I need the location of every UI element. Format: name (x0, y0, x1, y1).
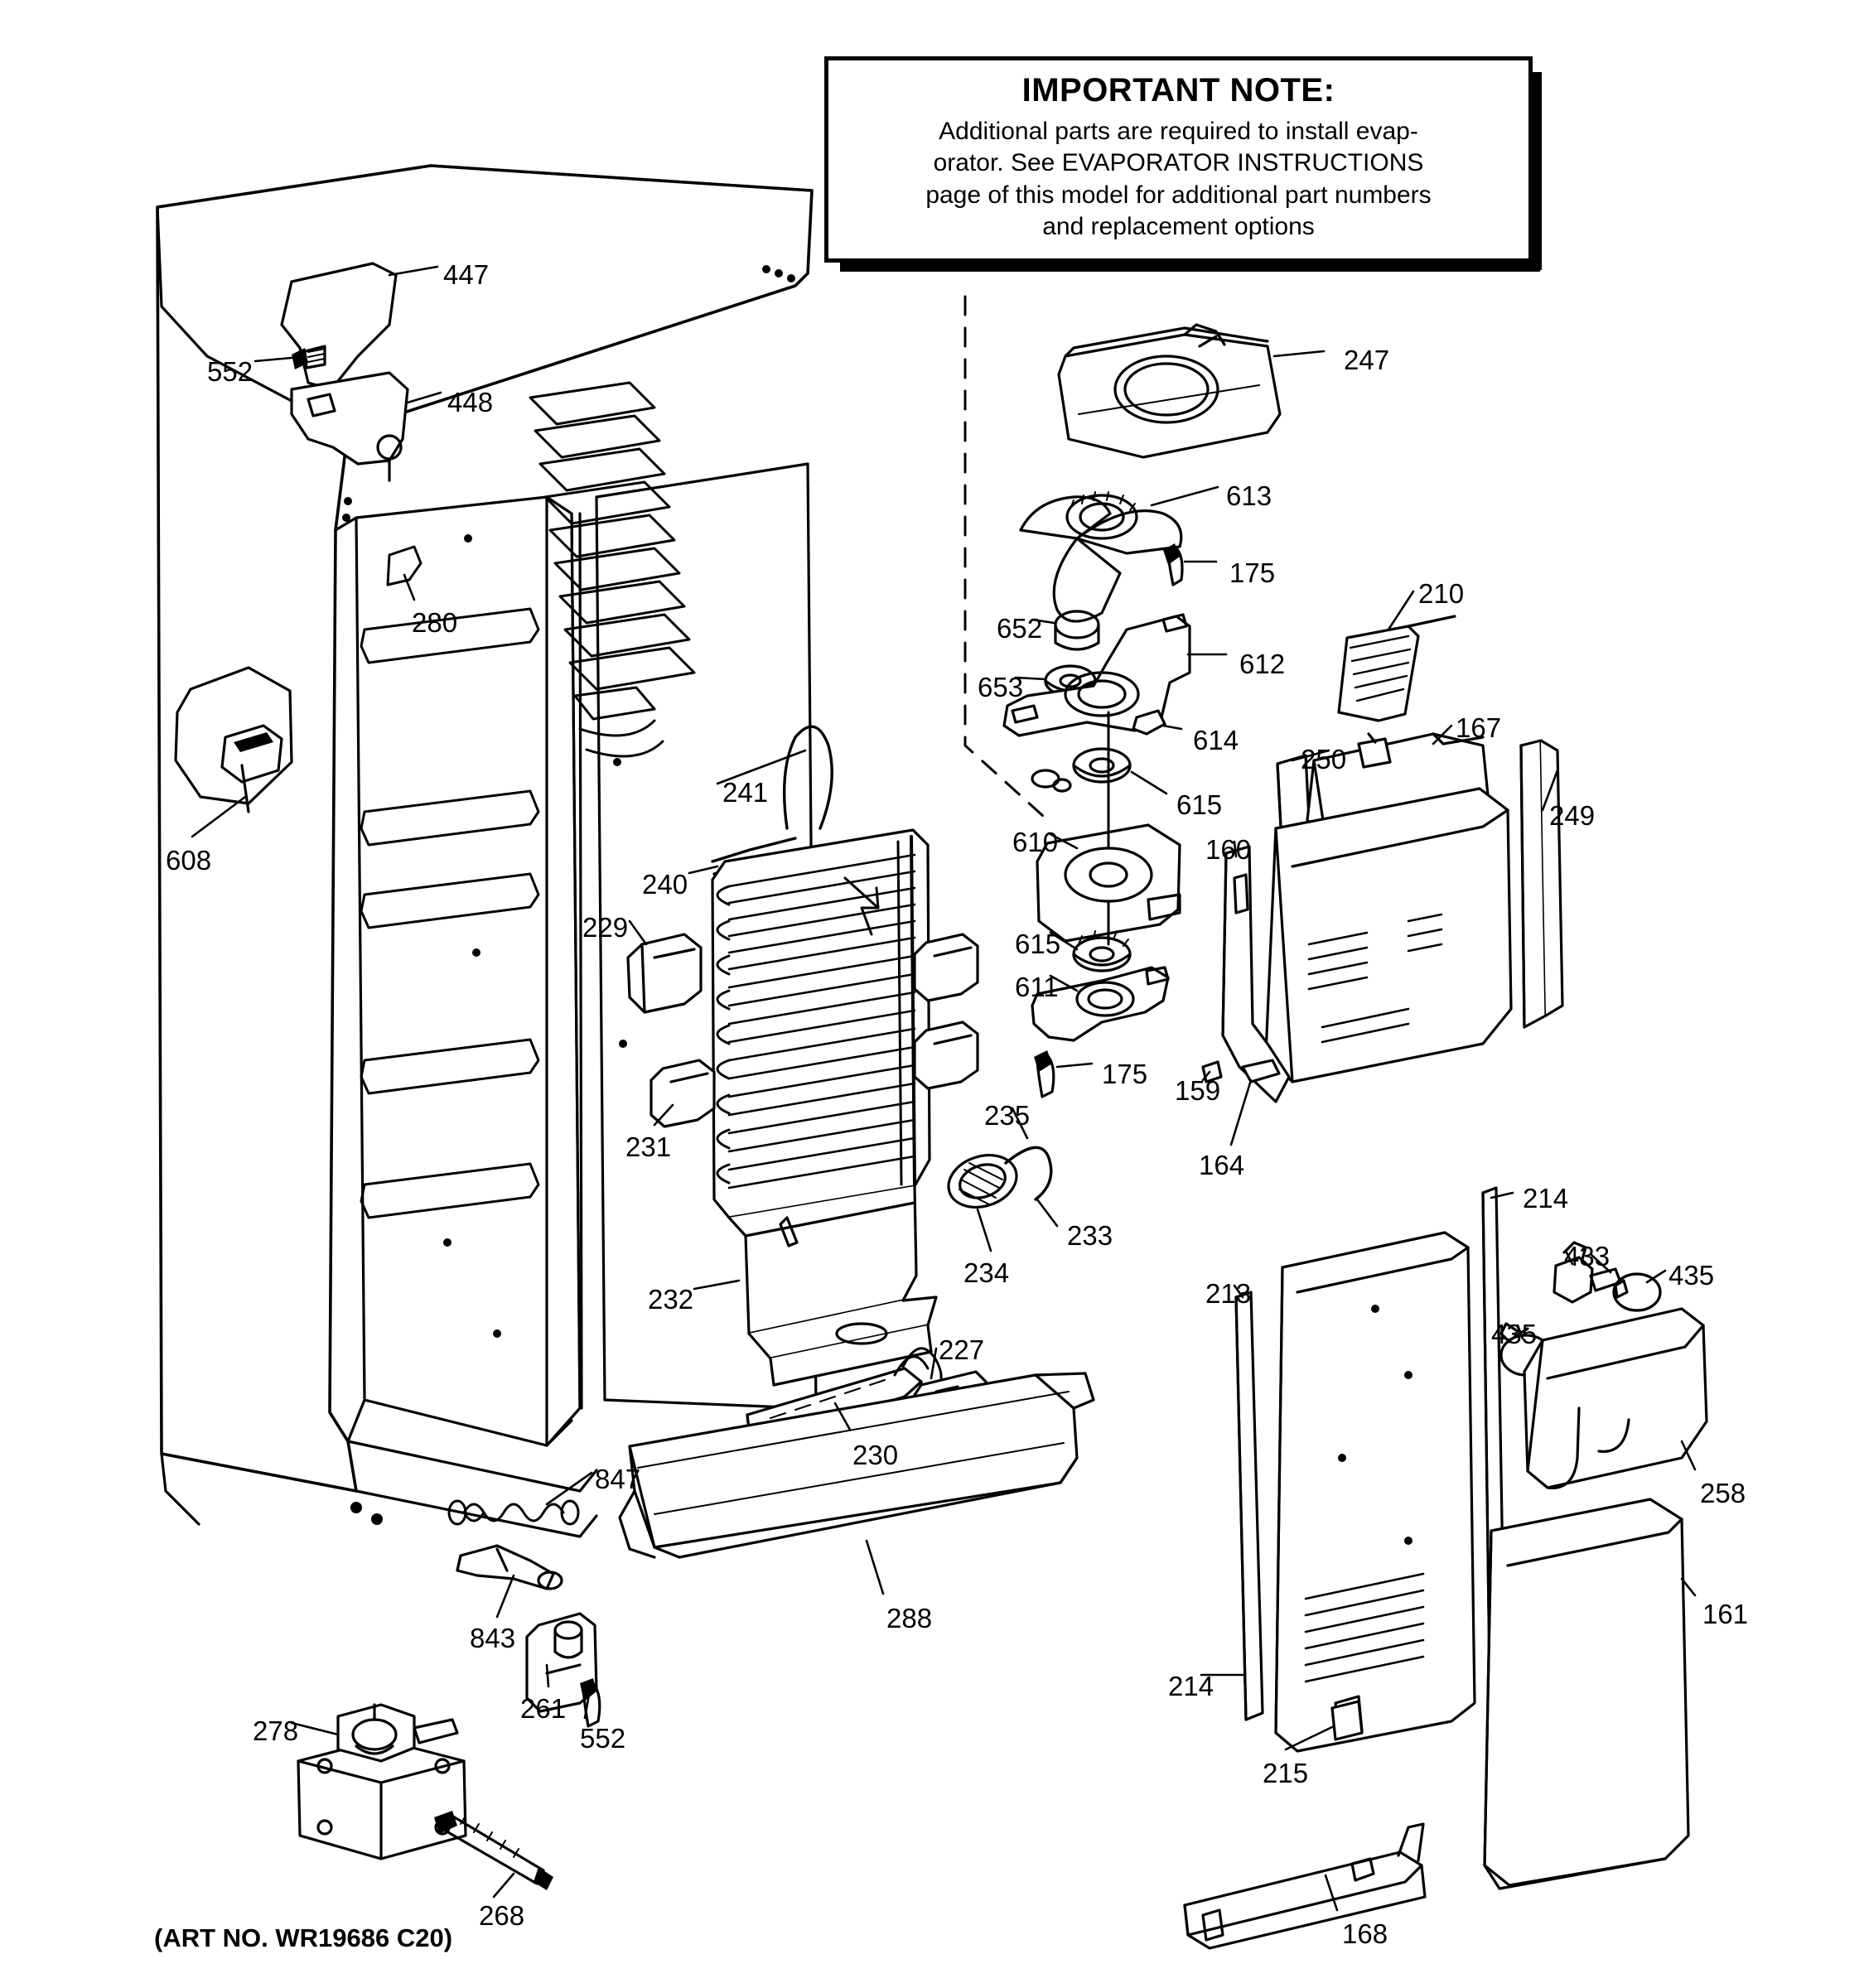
callout-label-167: 167 (1456, 712, 1502, 743)
callout-label-233: 233 (1067, 1220, 1113, 1251)
callout-label-214: 214 (1523, 1183, 1569, 1214)
callout-label-213: 213 (1205, 1278, 1252, 1309)
callout-label-280: 280 (412, 607, 458, 638)
callout-label-258: 258 (1700, 1478, 1746, 1508)
callout-label-552: 552 (207, 356, 254, 387)
callout-label-175: 175 (1229, 557, 1276, 588)
callout-label-227: 227 (939, 1334, 985, 1365)
callout-label-241: 241 (722, 777, 769, 808)
callout-label-843: 843 (470, 1623, 516, 1653)
callout-label-552: 552 (580, 1723, 626, 1754)
callout-label-160: 160 (1205, 834, 1252, 865)
important-note-line-4: and replacement options (1042, 213, 1315, 241)
callout-label-229: 229 (582, 912, 629, 943)
callout-label-247: 247 (1344, 345, 1390, 375)
callout-label-615: 615 (1176, 789, 1223, 820)
callout-label-175: 175 (1102, 1059, 1148, 1089)
callout-label-288: 288 (886, 1603, 933, 1633)
callout-label-240: 240 (642, 869, 688, 900)
callout-label-614: 614 (1193, 725, 1239, 755)
important-note-line-3: page of this model for additional part numbers (925, 181, 1432, 209)
callout-label-232: 232 (648, 1284, 694, 1315)
callout-label-250: 250 (1301, 744, 1347, 774)
callout-label-278: 278 (253, 1715, 299, 1746)
callout-label-161: 161 (1702, 1599, 1749, 1629)
callout-label-210: 210 (1418, 578, 1465, 609)
callout-label-164: 164 (1199, 1150, 1245, 1180)
callout-label-435: 435 (1668, 1260, 1715, 1291)
callout-label-214: 214 (1168, 1671, 1214, 1701)
callout-label-610: 610 (1012, 827, 1059, 857)
art-number: (ART NO. WR19686 C20) (154, 1923, 453, 1952)
callout-label-448: 448 (447, 387, 494, 417)
important-note-line-2: orator. See EVAPORATOR INSTRUCTIONS (933, 149, 1424, 177)
callout-label-611: 611 (1015, 972, 1059, 1002)
callout-label-615: 615 (1015, 929, 1061, 959)
callout-label-608: 608 (166, 845, 212, 876)
callout-label-653: 653 (978, 672, 1024, 702)
callout-label-231: 231 (625, 1132, 672, 1162)
callout-label-261: 261 (520, 1693, 567, 1724)
callout-label-268: 268 (479, 1900, 525, 1931)
callout-label-168: 168 (1342, 1918, 1388, 1949)
callout-label-447: 447 (443, 259, 490, 290)
callout-label-159: 159 (1175, 1075, 1221, 1106)
callout-label-249: 249 (1549, 800, 1596, 831)
callout-label-613: 613 (1226, 480, 1272, 511)
callout-label-234: 234 (963, 1257, 1010, 1288)
callout-label-847: 847 (595, 1464, 641, 1494)
important-note-box (824, 56, 1533, 263)
callout-label-215: 215 (1263, 1758, 1309, 1788)
callout-label-433: 433 (1564, 1241, 1610, 1271)
callout-label-435: 435 (1491, 1319, 1538, 1349)
callout-label-612: 612 (1239, 649, 1286, 679)
important-note-line-1: Additional parts are required to install evap- (939, 118, 1418, 145)
callout-label-652: 652 (997, 613, 1043, 644)
important-note-heading: IMPORTANT NOTE: (1021, 72, 1335, 109)
callout-label-230: 230 (852, 1440, 899, 1470)
callout-label-235: 235 (984, 1100, 1031, 1131)
